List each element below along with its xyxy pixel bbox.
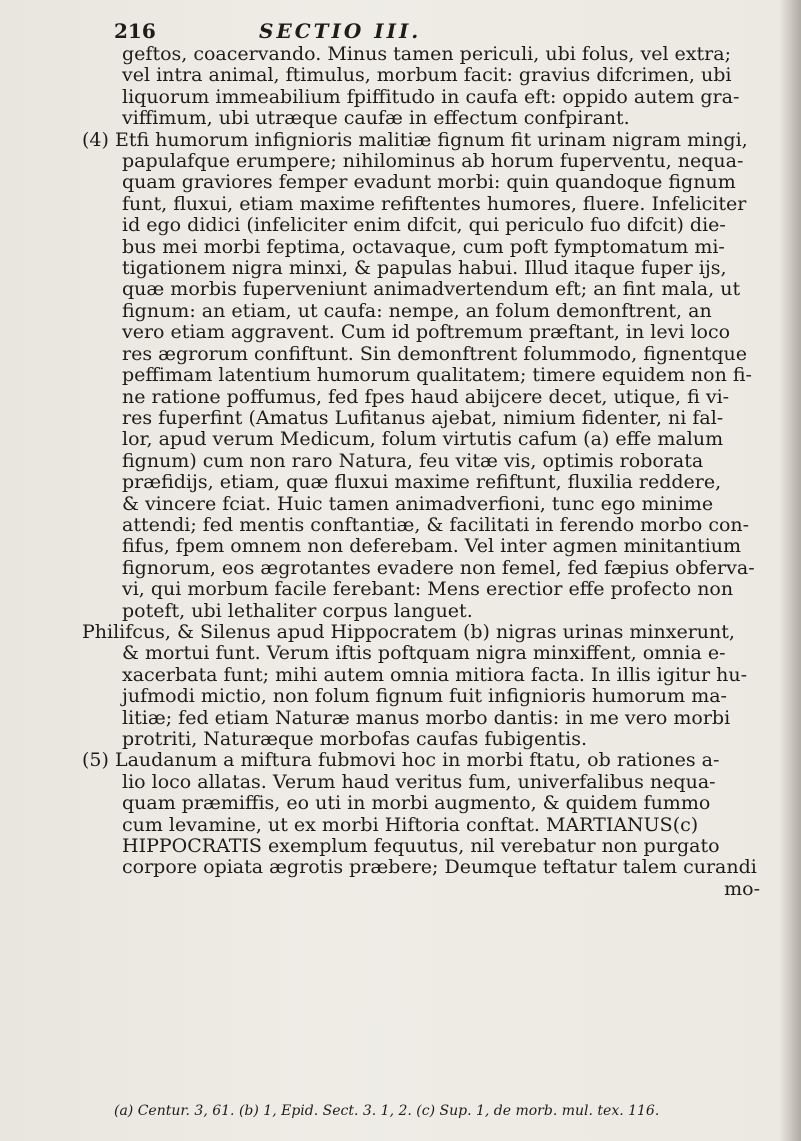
- body-text: [82, 44, 772, 900]
- text-line: lio loco allatas. Verum haud veritus fum, univerfalibus nequa-: [122, 770, 716, 793]
- text-line: corpore opiata ægrotis præbere; Deumque teftatur talem curandi: [122, 856, 757, 879]
- text-line: protriti, Naturæque morbofas caufas fubigentis.: [122, 728, 588, 750]
- text-line: quæ morbis fuperveniunt animadvertendum eft; an fint mala, ut: [122, 278, 741, 301]
- paragraph-note-5: [82, 750, 772, 878]
- text-line: & vincere fciat. Huic tamen animadverfioni, tunc ego minime: [122, 492, 714, 515]
- text-line: fifus, fpem omnem non deferebam. Vel inter agmen minitantium: [122, 535, 742, 558]
- footnotes: (a) Centur. 3, 61. (b) 1, Epid. Sect. 3. 1, 2. (c) Sup. 1, de morb. mul. tex. 116.: [114, 1103, 660, 1119]
- text-line: peffimam latentium humorum qualitatem; timere equidem non fi-: [122, 364, 752, 387]
- text-line: (5) Laudanum a miftura fubmovi hoc in morbi ftatu, ob rationes a-: [82, 749, 720, 772]
- text-line: funt, fluxui, etiam maxime refiftentes humores, fluere. Infeliciter: [122, 192, 747, 215]
- text-line: præfidijs, etiam, quæ fluxui maxime refiftunt, fluxilia reddere,: [122, 471, 722, 494]
- text-line: HIPPOCRATIS exemplum fequutus, nil verebatur non purgato: [122, 835, 720, 858]
- text-line: attendi; fed mentis conftantiæ, & facilitati in ferendo morbo con-: [122, 513, 750, 536]
- text-line: quam graviores femper evadunt morbi: quin quandoque fignum: [122, 171, 736, 194]
- text-line: liquorum immeabilium fpiffitudo in caufa eft: oppido autem gra-: [122, 85, 740, 108]
- running-header: [114, 18, 674, 44]
- text-line: xacerbata funt; mihi autem omnia mitiora facta. In illis igitur hu-: [122, 663, 747, 686]
- text-line: (4) Etfi humorum infignioris malitiæ fignum fit urinam nigram mingi,: [82, 128, 748, 151]
- text-line: id ego didici (infeliciter enim difcit, qui periculo fuo difcit) die-: [122, 214, 726, 237]
- catchword: mo-: [724, 877, 760, 900]
- text-line: ne ratione poffumus, fed fpes haud abijcere decet, utique, fi vi-: [122, 385, 730, 408]
- paragraph-philiscus: [82, 622, 772, 750]
- text-line: vi, qui morbum facile ferebant: Mens erectior effe profecto non: [122, 578, 734, 601]
- text-line: vel intra animal, ftimulus, morbum facit: gravius difcrimen, ubi: [122, 64, 732, 87]
- text-line: tigationem nigra minxi, & papulas habui. Illud itaque fuper ijs,: [122, 257, 727, 280]
- text-line: poteft, ubi lethaliter corpus languet.: [122, 599, 473, 622]
- text-line: vero etiam aggravent. Cum id poftremum præftant, in levi loco: [122, 321, 731, 344]
- text-line: jufmodi mictio, non folum fignum fuit infignioris humorum ma-: [122, 685, 727, 708]
- text-line: fignum) cum non raro Natura, feu vitæ vis, optimis roborata: [122, 449, 704, 472]
- text-line: res ægrorum confiftunt. Sin demonftrent folummodo, fignentque: [122, 342, 748, 365]
- text-line: cum levamine, ut ex morbi Hiftoria conftat. MARTIANUS(c): [122, 813, 699, 836]
- text-line: & mortui funt. Verum iftis poftquam nigra minxiffent, omnia e-: [122, 642, 726, 665]
- text-line: litiæ; fed etiam Naturæ manus morbo dantis: in me vero morbi: [122, 706, 731, 729]
- paragraph-continuation: [82, 44, 772, 130]
- page-edge-shadow: [779, 0, 801, 1141]
- text-line: quam præmiffis, eo uti in morbi augmento, & quidem fummo: [122, 792, 711, 815]
- text-line: bus mei morbi feptima, octavaque, cum poft fymptomatum mi-: [122, 235, 725, 258]
- text-line: res fuperfint (Amatus Lufitanus ajebat, nimium fidenter, ni fal-: [122, 406, 724, 429]
- text-line: viffimum, ubi utræque caufæ in effectum confpirant.: [122, 107, 630, 130]
- page-number: 216: [114, 19, 156, 43]
- paragraph-note-4: [82, 130, 772, 622]
- text-line: Philifcus, & Silenus apud Hippocratem (b) nigras urinas minxerunt,: [82, 620, 735, 643]
- text-line: papulafque erumpere; nihilominus ab horum fuperventu, nequa-: [122, 150, 744, 173]
- running-title: SECTIO III.: [259, 19, 422, 43]
- text-line: lor, apud verum Medicum, folum virtutis cafum (a) effe malum: [122, 428, 724, 451]
- text-line: geftos, coacervando. Minus tamen periculi, ubi folus, vel extra;: [122, 43, 731, 65]
- text-line: fignum: an etiam, ut caufa: nempe, an folum demonftrent, an: [122, 299, 712, 322]
- text-line: fignorum, eos ægrotantes evadere non femel, fed fæpius obferva-: [122, 556, 755, 579]
